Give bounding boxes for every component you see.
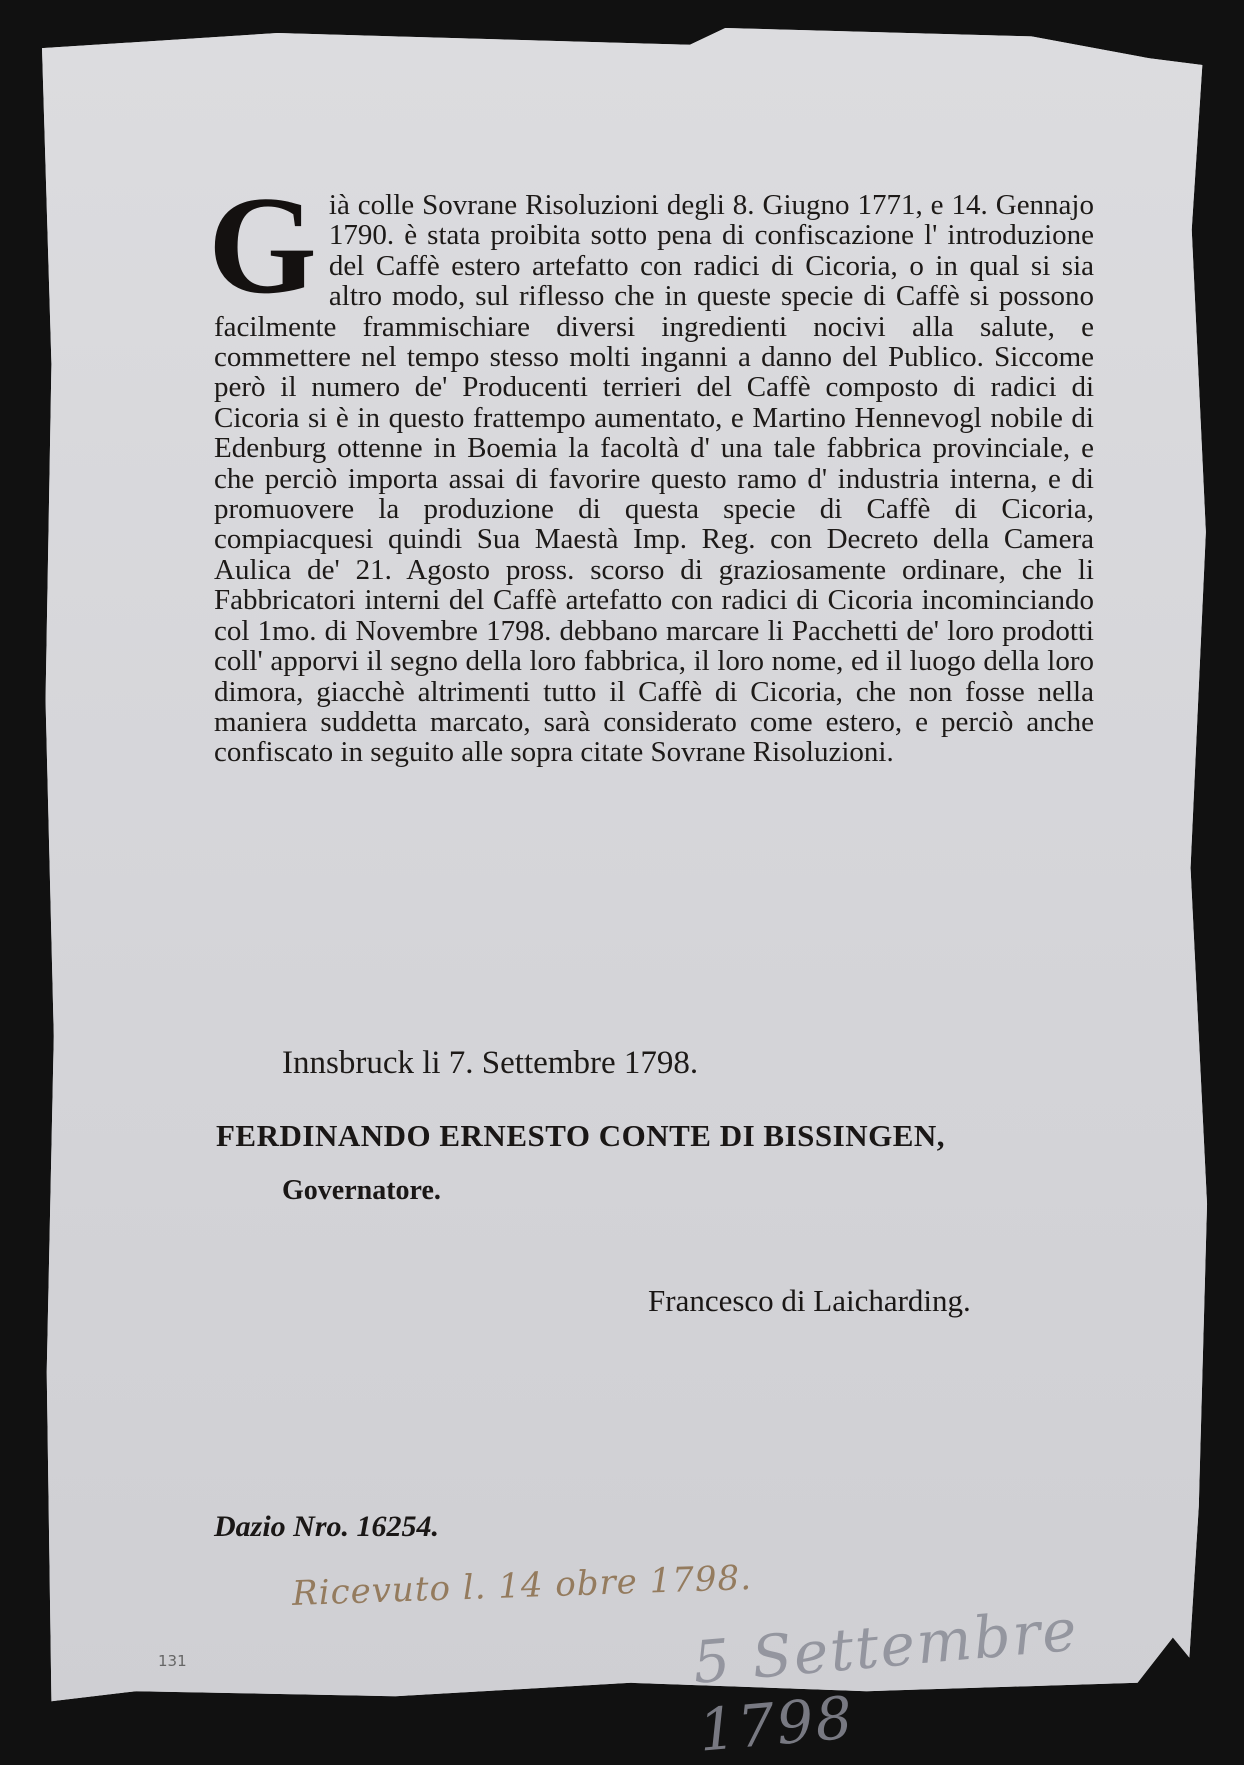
archive-number: 131 — [158, 1652, 187, 1670]
decree-body — [208, 168, 1094, 769]
handwritten-date-note: 5 Settembre 1798 — [690, 1595, 1082, 1765]
place-date: Innsbruck li 7. Settembre 1798. — [282, 1045, 699, 1081]
decree-text: ià colle Sovrane Risoluzioni degli 8. Giugno 1771, e 14. Gennajo 1790. è stata proibita sotto pena di confiscazione l' introduzione del Caffè estero artefatto con radici di Cicoria, o in qual si sia altro modo, sul riflesso che in queste specie di Caffè si possono facilmente frammischiare diversi ingredienti nocivi alla salute, e commettere nel tempo stesso molti inganni a danno del Publico. Siccome però il numero de' Producenti terrieri del Caffè composto di radici di Cicoria si è in questo frattempo aumentato, e Martino Hennevogl nobile di Edenburg ottenne in Boemia la facoltà d' una tale fabbrica provinciale, e che perciò importa assai di favorire questo ramo d' industria interna, e di promuovere la produzione di questa specie di Caffè di Cicoria, compiacquesi quindi Sua Maestà Imp. Reg. con Decreto della Camera Aulica de' 21. Agosto pross. scorso di graziosamente ordinare, che li Fabbricatori interni del Caffè artefatto con radici di Cicoria incominciando col 1mo. di Novembre 1798. debbano marcare li Pacchetti de' loro prodotti coll' apporvi il segno della loro fabbrica, il loro nome, ed il luogo della loro dimora, giacchè altrimenti tutto il Caffè di Cicoria, che non fosse nella maniera suddetta marcato, sarà considerato come estero, e perciò anche confiscato in seguito alle sopra citate Sovrane Risoluzioni. — [214, 189, 1094, 769]
dazio-number: Dazio Nro. 16254. — [214, 1510, 440, 1543]
signer-name: FERDINANDO ERNESTO CONTE DI BISSINGEN, — [216, 1118, 946, 1153]
countersignature: Francesco di Laicharding. — [648, 1283, 971, 1318]
handwritten-received-note: Ricevuto l. 14 obre 1798. — [291, 1557, 753, 1615]
signer-title: Governatore. — [282, 1175, 441, 1206]
dropcap-initial: G — [208, 168, 317, 323]
